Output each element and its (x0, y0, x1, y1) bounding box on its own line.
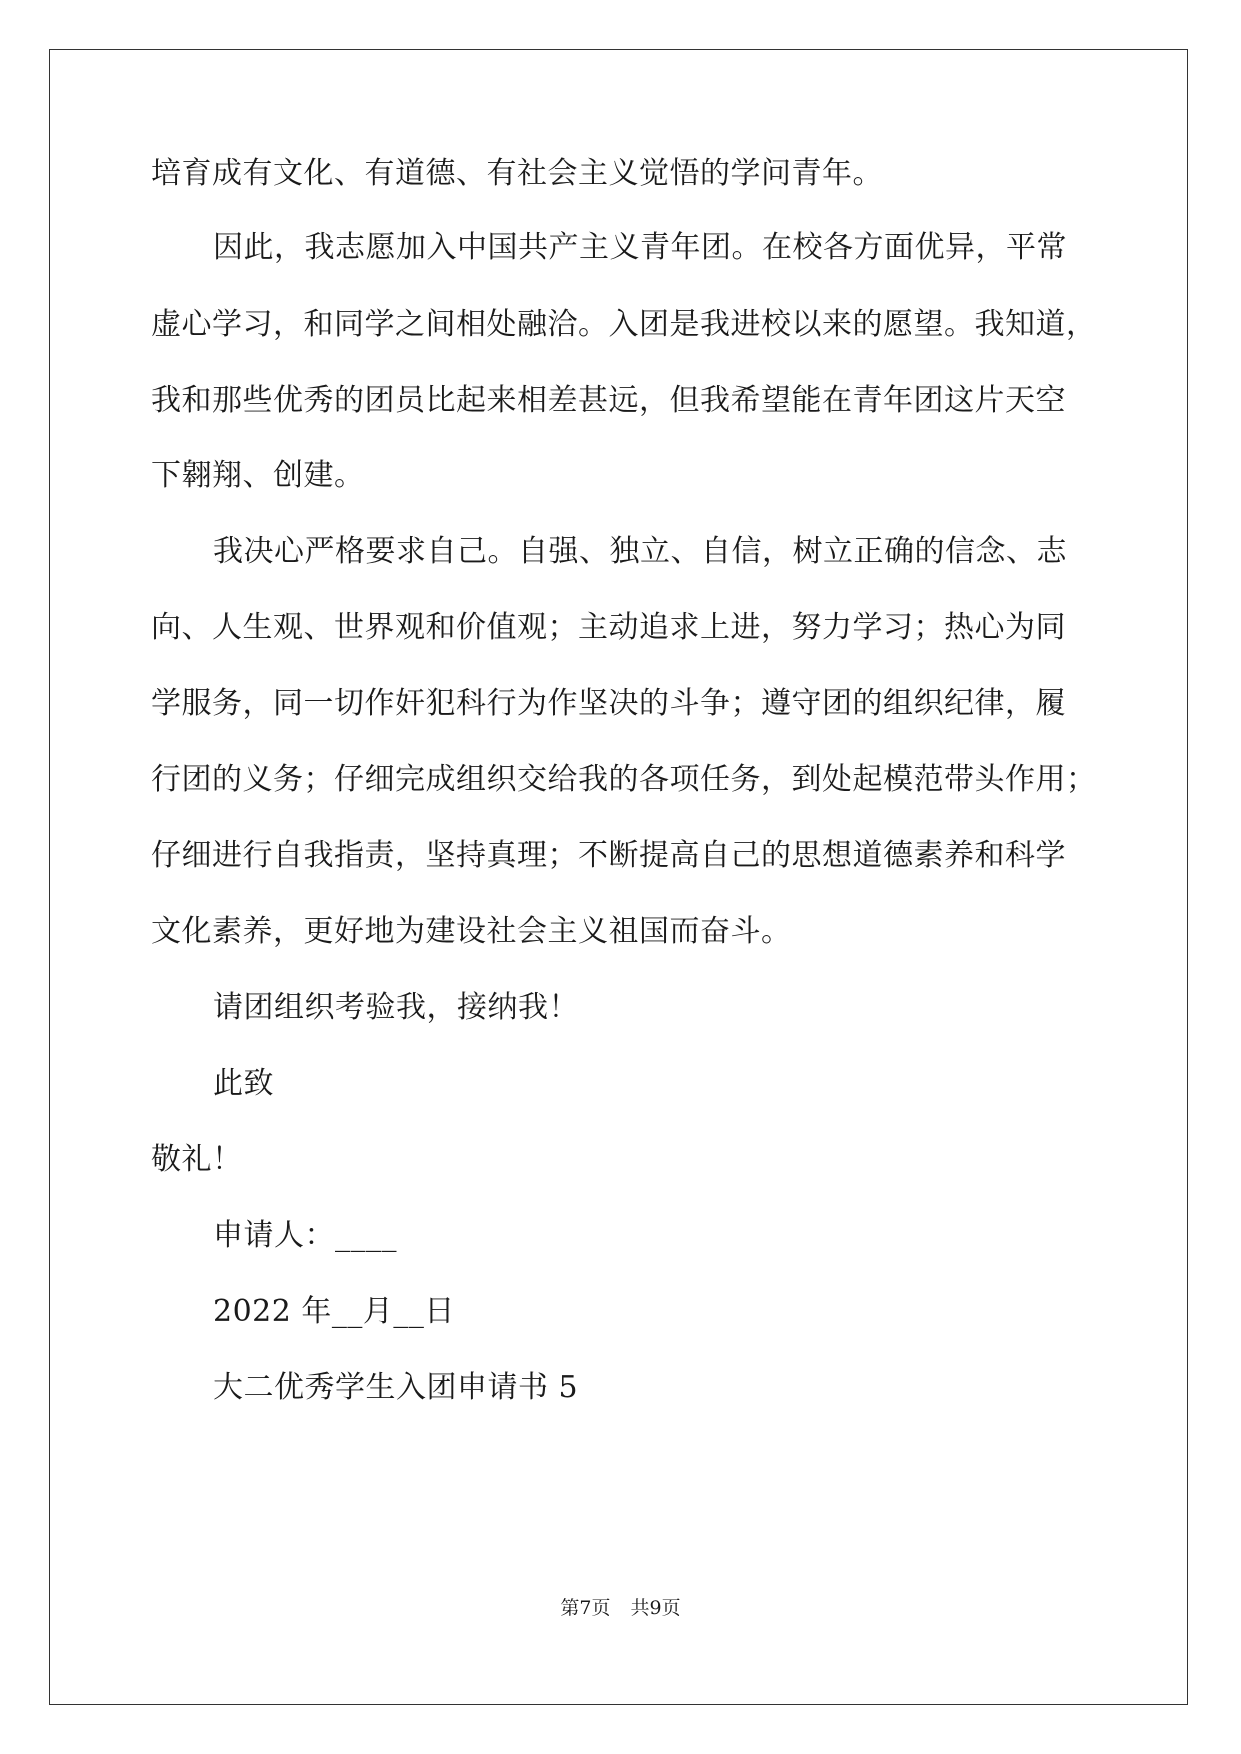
body-line-8: 学服务，同一切作奸犯科行为作坚决的斗争；遵守团的组织纪律，履 (151, 686, 1066, 721)
next-section-title: 大二优秀学生入团申请书 5 (213, 1370, 579, 1405)
page-total: 共9页 (630, 1597, 681, 1619)
body-line-7: 向、人生观、世界观和价值观；主动追求上进，努力学习；热心为同 (151, 610, 1066, 645)
body-line-5: 下翱翔、创建。 (151, 458, 365, 493)
page-footer (0, 1596, 1241, 1620)
applicant-line: 申请人：____ (213, 1218, 397, 1253)
body-line-3: 虚心学习，和同学之间相处融洽。入团是我进校以来的愿望。我知道， (151, 307, 1097, 342)
paragraph-start-line: 我决心严格要求自己。自强、独立、自信，树立正确的信念、志 (213, 534, 1067, 569)
page-border (49, 49, 1188, 1705)
closing-line: 此致 (213, 1066, 274, 1101)
date-line: 2022 年__月__日 (213, 1294, 455, 1329)
body-line-9: 行团的义务；仔细完成组织交给我的各项任务，到处起模范带头作用； (151, 762, 1097, 797)
salutation-line: 敬礼！ (151, 1142, 243, 1177)
request-line: 请团组织考验我，接纳我！ (213, 990, 579, 1025)
paragraph-start-line: 因此，我志愿加入中国共产主义青年团。在校各方面优异，平常 (213, 230, 1067, 265)
body-line-10: 仔细进行自我指责，坚持真理；不断提高自己的思想道德素养和科学 (151, 838, 1066, 873)
body-line-4: 我和那些优秀的团员比起来相差甚远，但我希望能在青年团这片天空 (151, 383, 1066, 418)
page-number: 第7页 (560, 1597, 611, 1619)
body-line-11: 文化素养，更好地为建设社会主义祖国而奋斗。 (151, 914, 792, 949)
body-line-1: 培育成有文化、有道德、有社会主义觉悟的学问青年。 (151, 156, 883, 191)
